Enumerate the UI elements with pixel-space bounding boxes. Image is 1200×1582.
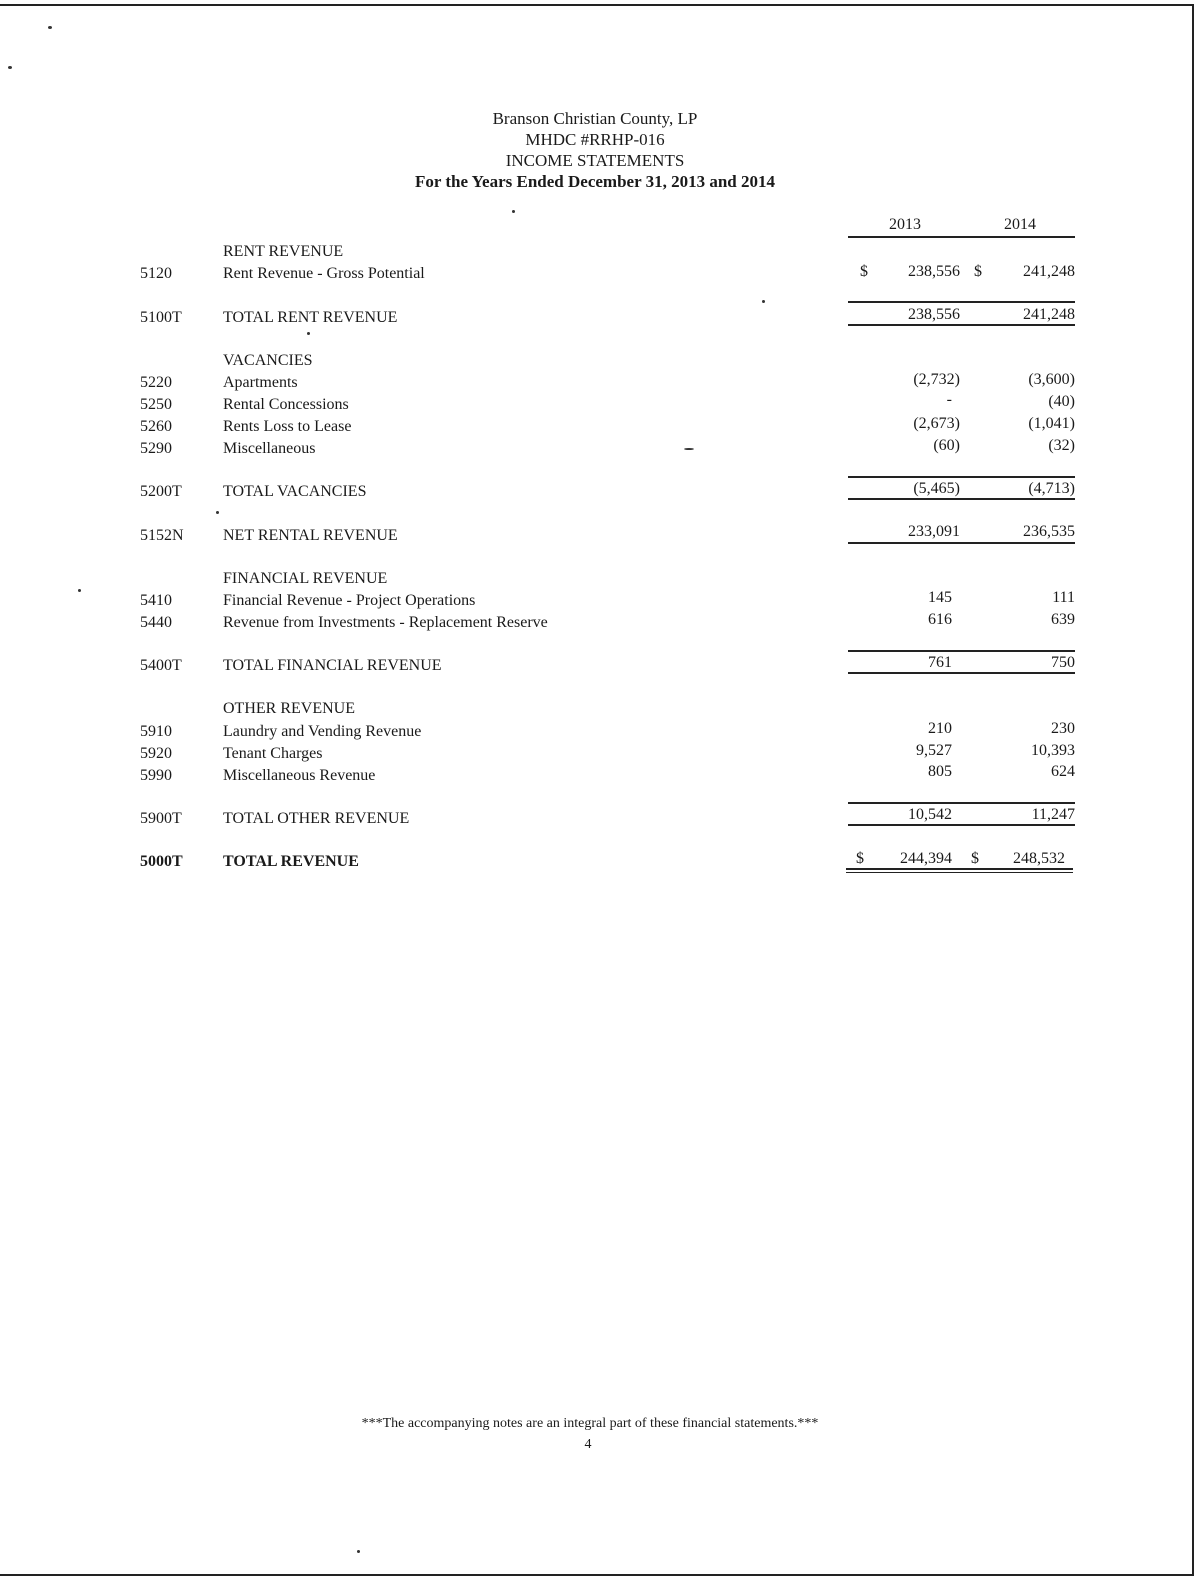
- value-2013: 616: [928, 611, 952, 628]
- value-2013: 805: [928, 763, 952, 780]
- total-label: TOTAL RENT REVENUE: [223, 309, 398, 326]
- row-label: Apartments: [223, 374, 298, 391]
- value-2014: 111: [1052, 589, 1075, 606]
- scan-speck: [762, 300, 765, 303]
- row-code: 5290: [140, 440, 172, 457]
- row-code: 5120: [140, 265, 172, 282]
- total-value-2013: (5,465): [913, 480, 960, 497]
- subtotal-rule: [848, 301, 1075, 303]
- column-header-2014: 2014: [1004, 216, 1036, 233]
- value-2013: -: [946, 391, 952, 408]
- grand-total-value-2014: 248,532: [1013, 850, 1065, 867]
- row-code: 5920: [140, 745, 172, 762]
- section-title-rent: RENT REVENUE: [223, 243, 344, 260]
- row-code: 5410: [140, 592, 172, 609]
- row-code: 5260: [140, 418, 172, 435]
- scan-speck: [307, 332, 310, 335]
- scan-speck: [216, 511, 219, 514]
- statement-title: INCOME STATEMENTS: [505, 151, 685, 170]
- total-rule: [848, 324, 1075, 326]
- grand-total-code: 5000T: [140, 853, 183, 870]
- row-code: 5440: [140, 614, 172, 631]
- total-value-2014: 241,248: [1023, 306, 1075, 323]
- dollar-sign: $: [860, 263, 868, 280]
- row-label: Rental Concessions: [223, 396, 349, 413]
- total-code: 5100T: [140, 309, 182, 326]
- subtotal-rule: [848, 650, 1075, 652]
- value-2013: (60): [933, 437, 960, 454]
- total-rule: [848, 672, 1075, 674]
- row-label: Miscellaneous Revenue: [223, 767, 376, 784]
- program-id: MHDC #RRHP-016: [525, 130, 665, 149]
- subtotal-rule: [848, 476, 1075, 478]
- grand-total-double-rule: [846, 872, 1073, 873]
- scan-speck: [78, 589, 81, 592]
- column-header-rule: [848, 236, 1075, 238]
- value-2014: 10,393: [1031, 742, 1075, 759]
- total-value-2013: 238,556: [908, 306, 960, 323]
- footer-note: ***The accompanying notes are an integral part of these financial statements.***: [361, 1416, 819, 1431]
- total-value-2013: 761: [928, 654, 952, 671]
- total-code: 5200T: [140, 483, 182, 500]
- row-label: Rents Loss to Lease: [223, 418, 352, 435]
- row-code: 5250: [140, 396, 172, 413]
- total-label: TOTAL FINANCIAL REVENUE: [223, 657, 442, 674]
- value-2014: (3,600): [1028, 371, 1075, 388]
- dollar-sign: $: [974, 263, 982, 280]
- statement-period: For the Years Ended December 31, 2013 and 2014: [415, 172, 775, 191]
- section-title-vacancies: VACANCIES: [223, 352, 313, 369]
- grand-total-label: TOTAL REVENUE: [223, 853, 359, 870]
- scan-speck: [512, 210, 515, 213]
- entity-name: Branson Christian County, LP: [492, 109, 698, 128]
- total-value-2014: (4,713): [1028, 480, 1075, 497]
- total-label: TOTAL OTHER REVENUE: [223, 810, 410, 827]
- total-value-2014: 11,247: [1031, 806, 1075, 823]
- value-2014: 230: [1051, 720, 1075, 737]
- section-title-other: OTHER REVENUE: [223, 700, 355, 717]
- column-header-2013: 2013: [889, 216, 921, 233]
- value-2013: 9,527: [916, 742, 952, 759]
- value-2014: (32): [1048, 437, 1075, 454]
- dollar-sign: $: [971, 850, 979, 867]
- value-2014: (1,041): [1028, 415, 1075, 432]
- value-2014: 241,248: [1023, 263, 1075, 280]
- total-value-2014: 750: [1051, 654, 1075, 671]
- total-value-2013: 10,542: [908, 806, 952, 823]
- value-2014: (40): [1048, 393, 1075, 410]
- value-2013: 210: [928, 720, 952, 737]
- page-number: 4: [584, 1437, 592, 1452]
- net-rental-value-2014: 236,535: [1023, 523, 1075, 540]
- total-rule: [848, 824, 1075, 826]
- row-code: 5910: [140, 723, 172, 740]
- value-2013: (2,673): [913, 415, 960, 432]
- row-label: Miscellaneous: [223, 440, 316, 457]
- section-title-financial: FINANCIAL REVENUE: [223, 570, 388, 587]
- row-label: Financial Revenue - Project Operations: [223, 592, 476, 609]
- total-rule: [848, 542, 1075, 544]
- total-code: 5400T: [140, 657, 182, 674]
- value-2013: 145: [928, 589, 952, 606]
- page-border-bottom: [0, 1574, 1194, 1576]
- total-rule: [848, 498, 1075, 500]
- row-label: Revenue from Investments - Replacement Reserve: [223, 614, 548, 631]
- scan-speck: [8, 66, 12, 69]
- total-code: 5900T: [140, 810, 182, 827]
- row-label: Tenant Charges: [223, 745, 323, 762]
- subtotal-rule: [848, 802, 1075, 804]
- total-label: TOTAL VACANCIES: [223, 483, 367, 500]
- row-label: Laundry and Vending Revenue: [223, 723, 422, 740]
- scan-speck: [48, 26, 52, 29]
- grand-total-rule: [846, 868, 1073, 870]
- grand-total-value-2013: 244,394: [900, 850, 952, 867]
- document-header: [0, 108, 1190, 192]
- row-code: 5220: [140, 374, 172, 391]
- value-2013: (2,732): [913, 371, 960, 388]
- net-rental-code: 5152N: [140, 527, 184, 544]
- page-border-right: [1192, 4, 1194, 1574]
- scan-speck: [684, 448, 694, 450]
- dollar-sign: $: [856, 850, 864, 867]
- page-border-top: [0, 4, 1192, 6]
- value-2014: 624: [1051, 763, 1075, 780]
- row-label: Rent Revenue - Gross Potential: [223, 265, 425, 282]
- row-code: 5990: [140, 767, 172, 784]
- value-2013: 238,556: [908, 263, 960, 280]
- net-rental-label: NET RENTAL REVENUE: [223, 527, 398, 544]
- scan-speck: [357, 1550, 360, 1553]
- net-rental-value-2013: 233,091: [908, 523, 960, 540]
- value-2014: 639: [1051, 611, 1075, 628]
